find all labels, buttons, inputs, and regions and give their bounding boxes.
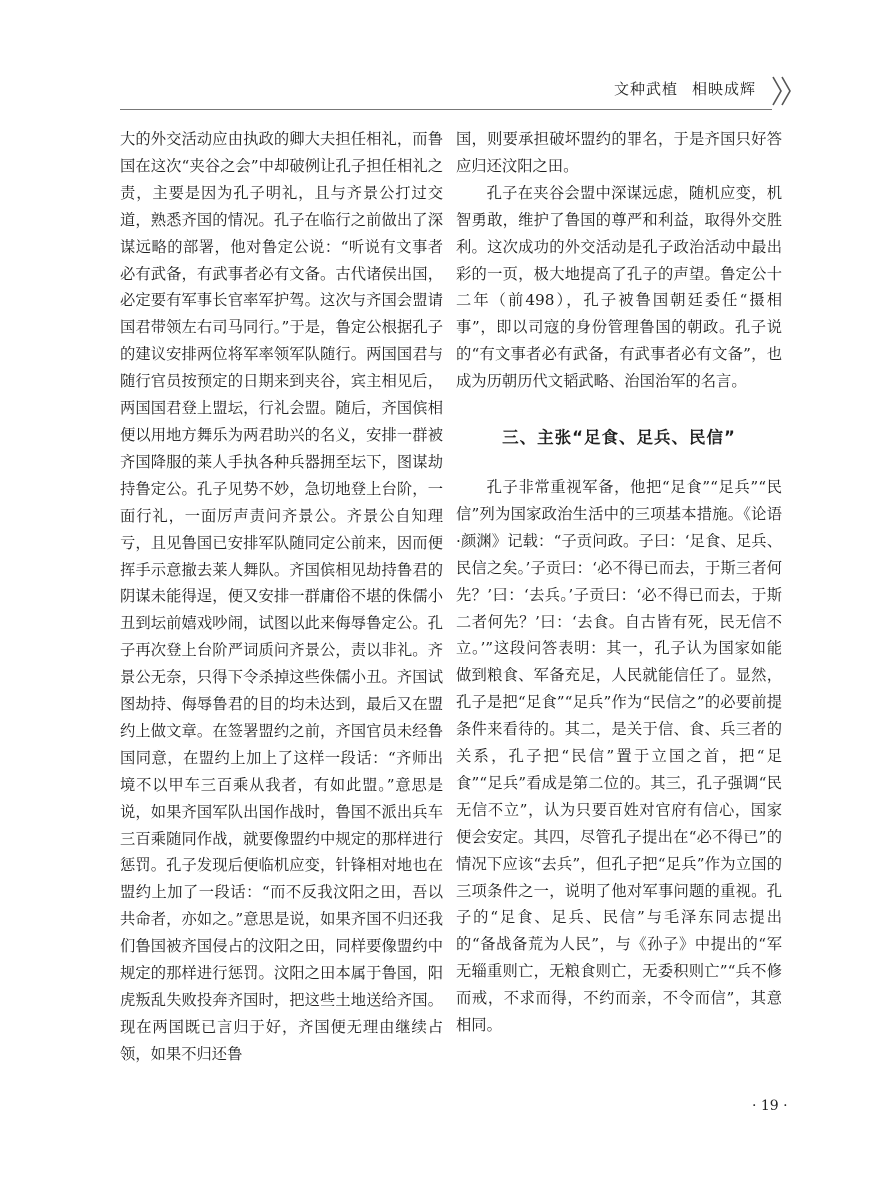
right-column bbox=[456, 126, 782, 1039]
section-heading: 三、主张“足食、足兵、民信” bbox=[502, 428, 736, 448]
header-title-part2: 相映成辉 bbox=[692, 80, 757, 98]
left-column bbox=[120, 126, 443, 1068]
double-chevron-icon bbox=[770, 74, 796, 108]
body-paragraph: 孔子非常重视军备，他把“足食”“足兵”“民信”列为国家政治生活中的三项基本措施。《论语·颜渊》记载：“子贡问政。子曰：‘足食、足兵、民信之矣。’子贡曰：‘必不得已而去，于斯三者何先？’曰：‘去兵。’子贡曰：‘必不得已而去，于斯二者何先？’曰：‘去食。自古皆有死，民无信不立。’”这段问答表明：其一，孔子认为国家如能做到粮食、军备充足，人民就能信任了。显然，孔子是把“足食”“足兵”作为“民信之”的必要前提条件来看待的。其二，是关于信、食、兵三者的关系，孔子把“民信”置于立国之首，把“足食”“足兵”看成是第二位的。其三，孔子强调“民无信不立”，认为只要百姓对官府有信心，国家便会安定。其四，尽管孔子提出在“必不得已”的情况下应该“去兵”，但孔子把“足兵”作为立国的三项条件之一，说明了他对军事问题的重视。孔子的“足食、足兵、民信”与毛泽东同志提出的“备战备荒为人民”，与《孙子》中提出的“军无辎重则亡，无粮食则亡，无委积则亡”“兵不修而戒，不求而得，不约而亲，不令而信”，其意相同。 bbox=[456, 477, 782, 1035]
page-number: · 19 · bbox=[752, 1098, 788, 1114]
body-paragraph: 大的外交活动应由执政的卿大夫担任相礼，而鲁国在这次“夹谷之会”中却破例让孔子担任相礼之责，主要是因为孔子明礼，且与齐景公打过交道，熟悉齐国的情况。孔子在临行之前做出了深谋远略的部署，他对鲁定公说：“听说有文事者必有武备，有武事者必有文备。古代诸侯出国，必定要有军事长官率军护驾。这次与齐国会盟请国君带领左右司马同行。”于是，鲁定公根据孔子的建议安排两位将军率领军队随行。两国国君与随行官员按预定的日期来到夹谷，宾主相见后，两国国君登上盟坛，行礼会盟。随后，齐国傧相便以用地方舞乐为两君助兴的名义，安排一群被齐国降服的莱人手执各种兵器拥至坛下，图谋劫持鲁定公。孔子见势不妙，急切地登上台阶，一面行礼，一面厉声责问齐景公。齐景公自知理亏，且见鲁国已安排军队随同定公前来，因而便挥手示意撤去莱人舞队。齐国傧相见劫持鲁君的阴谋未能得逞，便又安排一群庸俗不堪的侏儒小丑到坛前嬉戏吵闹，试图以此来侮辱鲁定公。孔子再次登上台阶严词质问齐景公，责以非礼。齐景公无奈，只得下令杀掉这些侏儒小丑。齐国试图劫持、侮辱鲁君的目的均未达到，最后又在盟约上做文章。在签署盟约之前，齐国官员未经鲁国同意，在盟约上加上了这样一段话：“齐师出境不以甲车三百乘从我者，有如此盟。”意思是说，如果齐国军队出国作战时，鲁国不派出兵车三百乘随同作战，就要像盟约中规定的那样进行惩罚。孔子发现后便临机应变，针锋相对地也在盟约上加了一段话：“而不反我汶阳之田，吾以共命者，亦如之。”意思是说，如果齐国不归还我们鲁国被齐国侵占的汶阳之田，同样要像盟约中规定的那样进行惩罚。汶阳之田本属于鲁国，阳虎叛乱失败投奔齐国时，把这些土地送给齐国。现在两国既已言归于好，齐国便无理由继续占领，如果不归还鲁 bbox=[120, 130, 443, 1063]
running-header bbox=[614, 78, 756, 99]
body-paragraph: 孔子在夹谷会盟中深谋远虑，随机应变，机智勇敢，维护了鲁国的尊严和利益，取得外交胜利。这次成功的外交活动是孔子政治活动中最出彩的一页，极大地提高了孔子的声望。鲁定公十二年（前498），孔子被鲁国朝廷委任“摄相事”，即以司寇的身份管理鲁国的朝政。孔子说的“有文事者必有武备，有武事者必有文备”，也成为历朝历代文韬武略、治国治军的名言。 bbox=[456, 183, 782, 391]
body-paragraph: 国，则要承担破坏盟约的罪名，于是齐国只好答应归还汶阳之田。 bbox=[456, 130, 782, 175]
header-title-part1: 文种武植 bbox=[614, 80, 679, 98]
header-rule bbox=[120, 109, 772, 110]
